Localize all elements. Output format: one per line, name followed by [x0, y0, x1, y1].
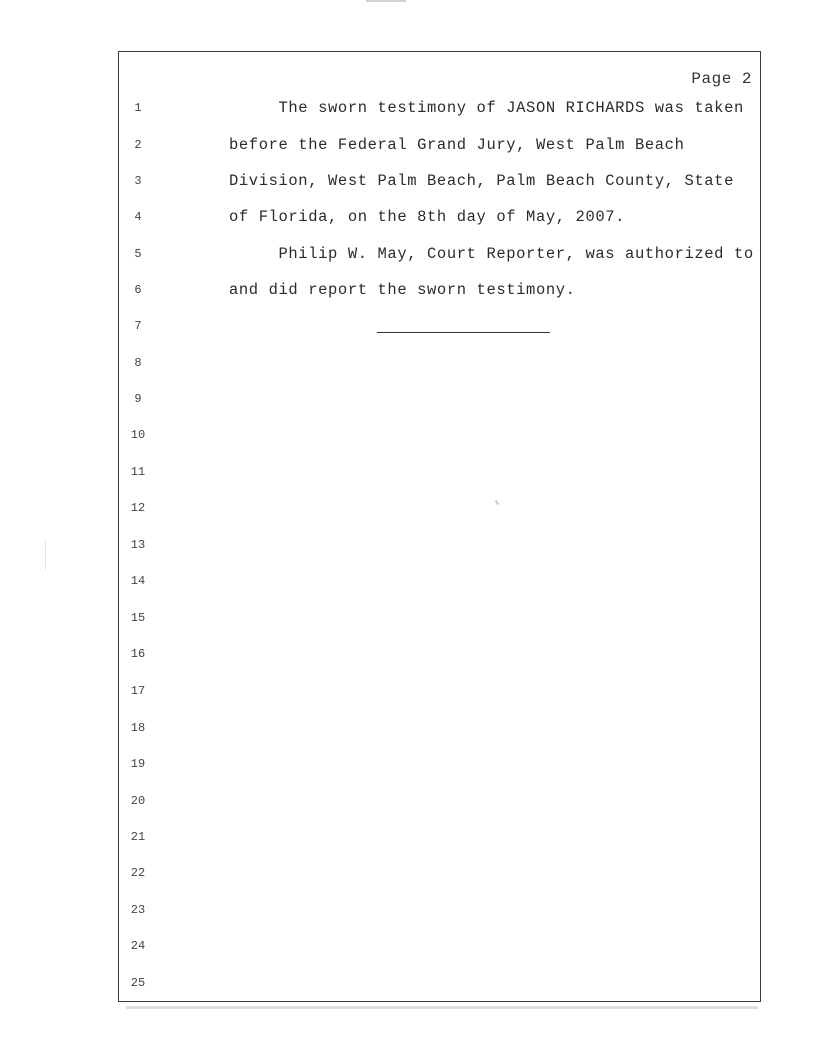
- line-number: 4: [134, 210, 142, 224]
- line-number: 25: [130, 976, 146, 990]
- page-number: Page 2: [691, 70, 752, 88]
- line-number: 9: [134, 392, 142, 406]
- line-number: 18: [130, 721, 146, 735]
- page-frame-shadow: [126, 1006, 758, 1009]
- scan-artifact: [366, 0, 406, 2]
- line-number: 21: [130, 830, 146, 844]
- line-number: 11: [130, 465, 146, 479]
- line-number: 24: [130, 939, 146, 953]
- line-number: 14: [130, 574, 146, 588]
- line-number: 13: [130, 538, 146, 552]
- line-number: 5: [134, 247, 142, 261]
- transcript-line-2: before the Federal Grand Jury, West Palm Beach: [229, 136, 685, 154]
- line-number: 22: [130, 866, 146, 880]
- line-number: 3: [134, 174, 142, 188]
- section-divider-rule: [377, 332, 550, 333]
- transcript-line-3: Division, West Palm Beach, Palm Beach County, State: [229, 172, 734, 190]
- line-number: 2: [134, 138, 142, 152]
- line-number: 7: [134, 319, 142, 333]
- line-number: 19: [130, 757, 146, 771]
- line-number: 10: [130, 428, 146, 442]
- scan-artifact: [45, 540, 46, 570]
- transcript-page-frame: [118, 51, 761, 1002]
- line-number: 15: [130, 611, 146, 625]
- line-number: 16: [130, 647, 146, 661]
- line-number: 8: [134, 356, 142, 370]
- line-number: 12: [130, 501, 146, 515]
- transcript-line-4: of Florida, on the 8th day of May, 2007.: [229, 208, 626, 226]
- line-number: 17: [130, 684, 146, 698]
- line-number: 1: [134, 101, 142, 115]
- transcript-line-5: Philip W. May, Court Reporter, was authorized to: [229, 245, 754, 263]
- line-number: 6: [134, 283, 142, 297]
- transcript-line-6: and did report the sworn testimony.: [229, 281, 576, 299]
- line-number: 20: [130, 794, 146, 808]
- line-number: 23: [130, 903, 146, 917]
- transcript-line-1: The sworn testimony of JASON RICHARDS was taken: [229, 99, 744, 117]
